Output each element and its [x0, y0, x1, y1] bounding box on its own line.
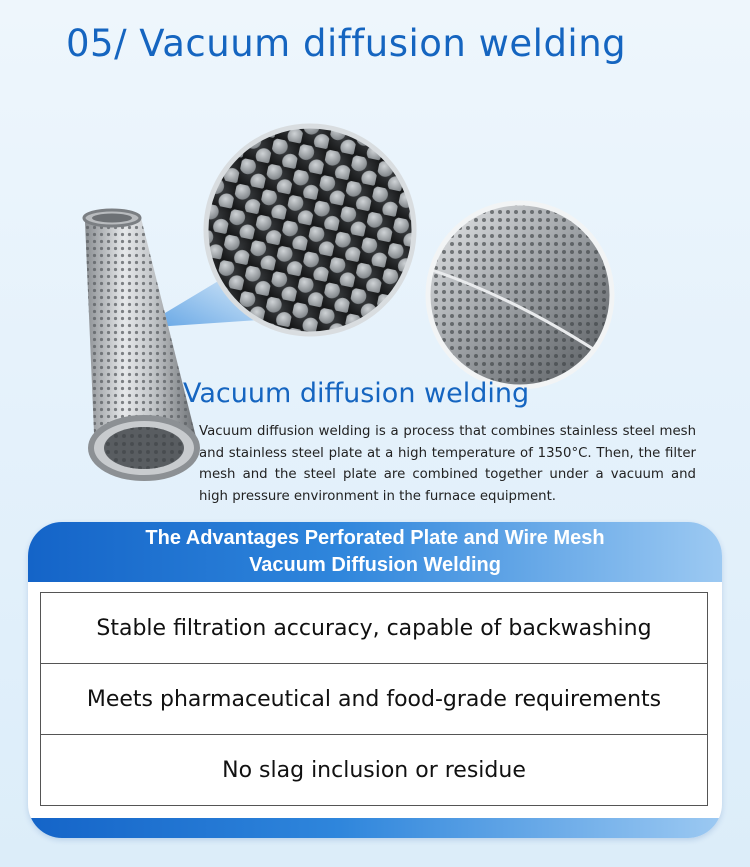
- advantages-panel: [28, 522, 722, 838]
- advantage-item: Meets pharmaceutical and food-grade requirements: [41, 664, 707, 735]
- advantage-item: Stable filtration accuracy, capable of backwashing: [41, 593, 707, 664]
- welded-mesh-closeup: [420, 195, 620, 395]
- filter-tube-image: [84, 210, 197, 478]
- advantages-footer-bar: [28, 818, 722, 838]
- section-heading: Vacuum diffusion welding: [183, 378, 530, 409]
- section-description: Vacuum diffusion welding is a process that combines stainless steel mesh and stainless steel plate at a high temperature of 1350°C. Then, the filter mesh and the steel plate are combined together under a vacuum and high pressure environment in the furnace equipment.: [199, 424, 696, 504]
- advantages-table: [40, 592, 708, 806]
- page-title: 05/ Vacuum diffusion welding: [66, 22, 627, 65]
- advantage-item: No slag inclusion or residue: [222, 757, 526, 783]
- advantages-title: [28, 522, 722, 582]
- advantages-title-line1: The Advantages Perforated Plate and Wire Mesh: [145, 527, 605, 549]
- advantages-title-line2: Vacuum Diffusion Welding: [249, 554, 501, 576]
